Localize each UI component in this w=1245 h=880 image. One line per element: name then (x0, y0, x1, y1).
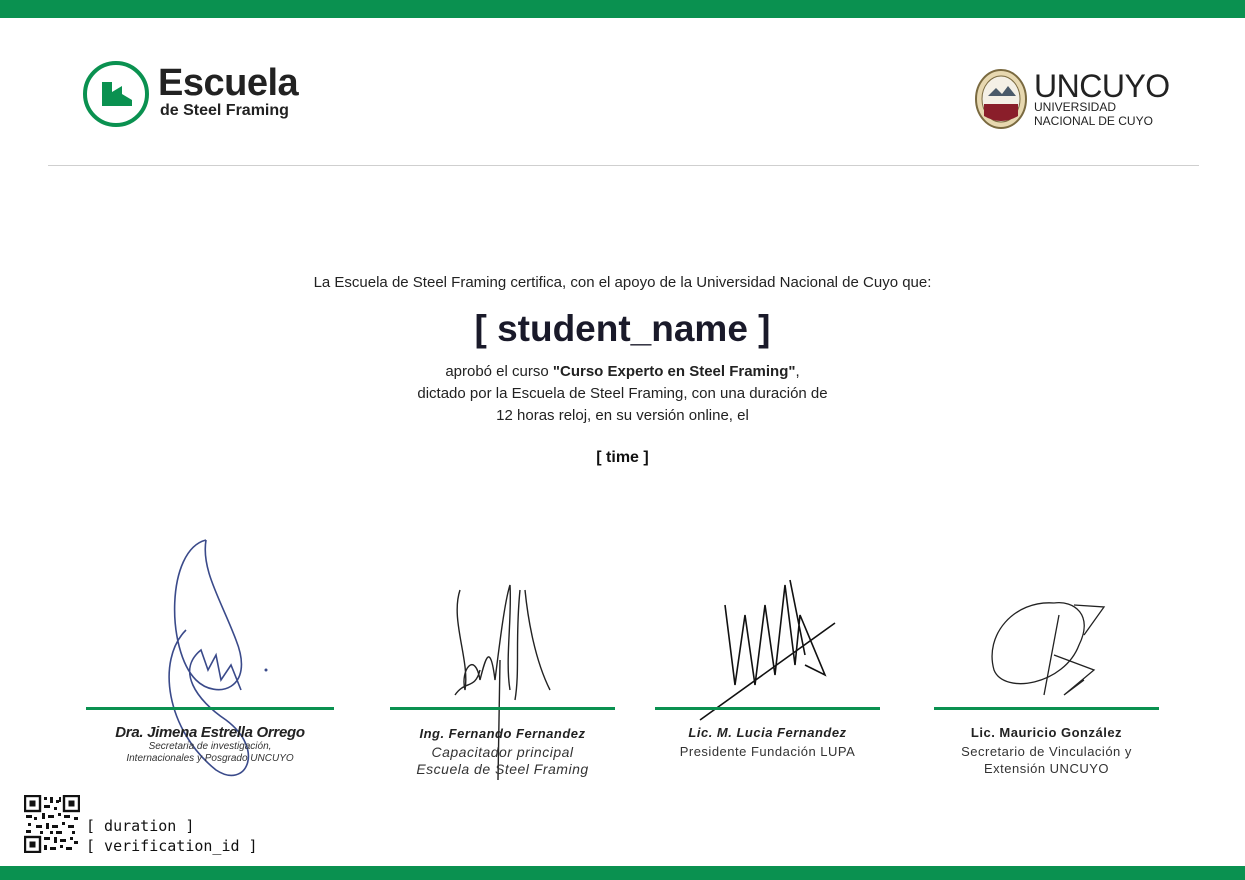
signature-block-1 (86, 530, 334, 790)
escuela-logo-icon (82, 60, 150, 128)
signature-2-name: Ing. Fernando Fernandez (419, 726, 586, 741)
signature-1-name: Dra. Jimena Estrella Orrego (115, 724, 305, 741)
course-title: "Curso Experto en Steel Framing" (552, 363, 796, 380)
signature-block-4 (934, 595, 1159, 780)
signature-2-role2: Escuela de Steel Framing (416, 761, 589, 777)
completion-time: [ time ] (596, 449, 649, 466)
signature-2-role1: Capacitador principal (431, 744, 574, 760)
top-accent-bar (0, 0, 1245, 18)
uncuyo-seal-icon (974, 68, 1028, 130)
signature-1-role1: Secretaria de investigación, (148, 741, 272, 752)
signature-3-role1: Presidente Fundación LUPA (679, 744, 856, 759)
uncuyo-logo-name: UNCUYO (1034, 68, 1170, 104)
uncuyo-logo-sub2: NACIONAL DE CUYO (1034, 114, 1153, 128)
signature-4-name: Lic. Mauricio González (970, 725, 1123, 740)
uncuyo-logo (974, 68, 1174, 132)
signature-4-role2: Extensión UNCUYO (983, 761, 1110, 776)
verification-id-field: [ verification_id ] (86, 837, 258, 855)
escuela-logo-sub: de Steel Framing (160, 102, 289, 119)
escuela-logo (82, 60, 322, 130)
uncuyo-logo-sub1: UNIVERSIDAD (1034, 100, 1117, 114)
signature-1-role2: Internacionales y Posgrado UNCUYO (126, 753, 294, 764)
certificate-intro: La Escuela de Steel Framing certifica, con el apoyo de la Universidad Nacional de Cuyo que: (313, 274, 932, 291)
signature-2-rule (390, 707, 615, 710)
signature-3-icon (695, 575, 845, 725)
bottom-accent-bar (0, 866, 1245, 880)
course-duration-line: 12 horas reloj, en su versión online, el (496, 407, 749, 424)
signature-4-role1: Secretario de Vinculación y (961, 744, 1132, 759)
duration-field: [ duration ] (86, 817, 195, 835)
signature-1-rule (86, 707, 334, 710)
signature-block-3 (655, 575, 880, 759)
header-divider (48, 165, 1199, 166)
course-detail-line: dictado por la Escuela de Steel Framing, con una duración de (417, 385, 828, 402)
signature-3-rule (655, 707, 880, 710)
signature-4-rule (934, 707, 1159, 710)
student-name: [ student_name ] (474, 308, 771, 349)
escuela-logo-name: Escuela (158, 62, 299, 104)
signature-3-name: Lic. M. Lucia Fernandez (688, 725, 847, 740)
qr-code-icon (24, 795, 80, 853)
course-line (0, 363, 1245, 380)
signature-4-icon (984, 595, 1114, 705)
course-suffix: , (795, 363, 800, 380)
course-prefix: aprobó el curso (445, 363, 553, 380)
signature-block-2 (390, 580, 615, 780)
